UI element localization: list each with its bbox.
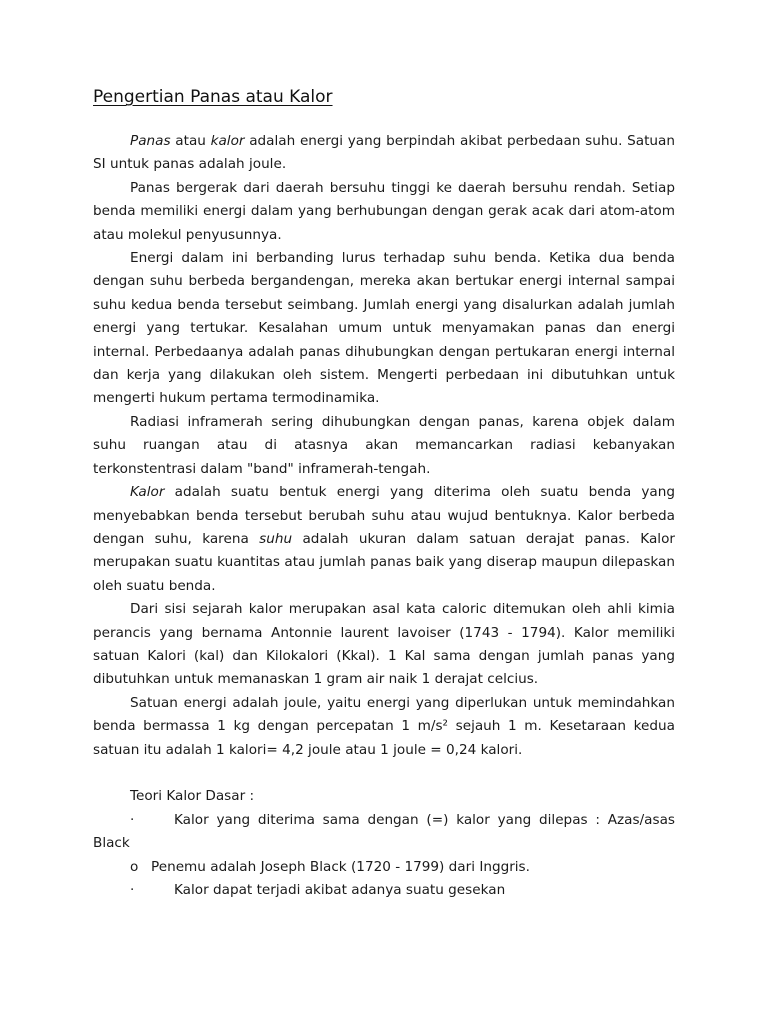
teori-item-3 <box>93 879 675 902</box>
paragraph-5-text-b: adalah ukuran dalam satuan derajat panas. Kalor merupakan suatu kuantitas atau jumlah panas baik yang diserap maupun dilepaskan oleh suatu benda. <box>93 530 675 594</box>
paragraph-1-text-a: atau <box>170 133 211 149</box>
paragraph-6: Dari sisi sejarah kalor merupakan asal kata caloric ditemukan oleh ahli kimia perancis yang bernama Antonnie laurent lavoiser (1743 - 1794). Kalor memiliki satuan Kalori (kal) dan Kilokalori (Kkal). 1 Kal sama dengan jumlah panas yang dibutuhkan untuk memanaskan 1 gram air naik 1 derajat celcius. <box>93 601 675 688</box>
blank-line <box>93 762 675 785</box>
paragraph-7: Satuan energi adalah joule, yaitu energi yang diperlukan untuk memindahkan benda bermassa 1 kg dengan percepatan 1 m/s² sejauh 1 m. Kesetaraan kedua satuan itu adalah 1 kalori= 4,2 joule atau 1 joule = 0,24 kalori. <box>93 694 675 758</box>
paragraph-1 <box>93 130 675 177</box>
teori-item-2-text: Penemu adalah Joseph Black (1720 - 1799) dari Inggris. <box>151 858 530 875</box>
term-panas: Panas <box>130 133 171 149</box>
teori-item-3-text: Kalor dapat terjadi akibat adanya suatu gesekan <box>174 881 506 898</box>
bullet-dot-icon: · <box>130 881 135 898</box>
teori-item-1-wrap: Black <box>93 835 130 852</box>
term-suhu: suhu <box>259 530 293 547</box>
term-kalor-2: Kalor <box>130 484 165 501</box>
paragraph-5-text-a: adalah suatu bentuk energi yang diterima oleh suatu benda yang menyebabkan benda tersebut berubah suhu atau wujud bentuknya. Kalor berbeda dengan suhu, karena <box>93 484 675 547</box>
paragraph-1-text-b: adalah energi yang berpindah akibat perbedaan suhu. Satuan SI untuk panas adalah joule. <box>93 133 675 173</box>
document-title: Pengertian Panas atau Kalor <box>93 87 333 107</box>
bullet-circle-icon: o <box>130 858 139 875</box>
teori-item-1-line: Kalor yang diterima sama dengan (=) kalor yang dilepas : Azas/asas <box>174 811 675 828</box>
document-page <box>93 84 675 902</box>
teori-item-1 <box>93 809 675 856</box>
paragraph-5 <box>93 481 675 598</box>
paragraph-2: Panas bergerak dari daerah bersuhu tinggi ke daerah bersuhu rendah. Setiap benda memiliki energi dalam yang berhubungan dengan gerak acak dari atom-atom atau molekul penyusunnya. <box>93 179 675 243</box>
bullet-dot-icon: · <box>130 811 135 828</box>
paragraph-4: Radiasi inframerah sering dihubungkan dengan panas, karena objek dalam suhu ruangan atau di atasnya akan memancarkan radiasi kebanyakan terkonstentrasi dalam "band" inframerah-tengah. <box>93 413 675 477</box>
paragraph-3: Energi dalam ini berbanding lurus terhadap suhu benda. Ketika dua benda dengan suhu berbeda bergandengan, mereka akan bertukar energi internal sampai suhu kedua benda tersebut seimbang. Jumlah energi yang disalurkan adalah jumlah energi yang tertukar. Kesalahan umum untuk menyamakan panas dan energi internal. Perbedaanya adalah panas dihubungkan dengan pertukaran energi internal dan kerja yang dilakukan oleh sistem. Mengerti perbedaan ini dibutuhkan untuk mengerti hukum pertama termodinamika. <box>93 250 675 407</box>
teori-heading: Teori Kalor Dasar : <box>130 788 255 805</box>
teori-item-2 <box>93 856 675 879</box>
term-kalor: kalor <box>210 133 245 149</box>
